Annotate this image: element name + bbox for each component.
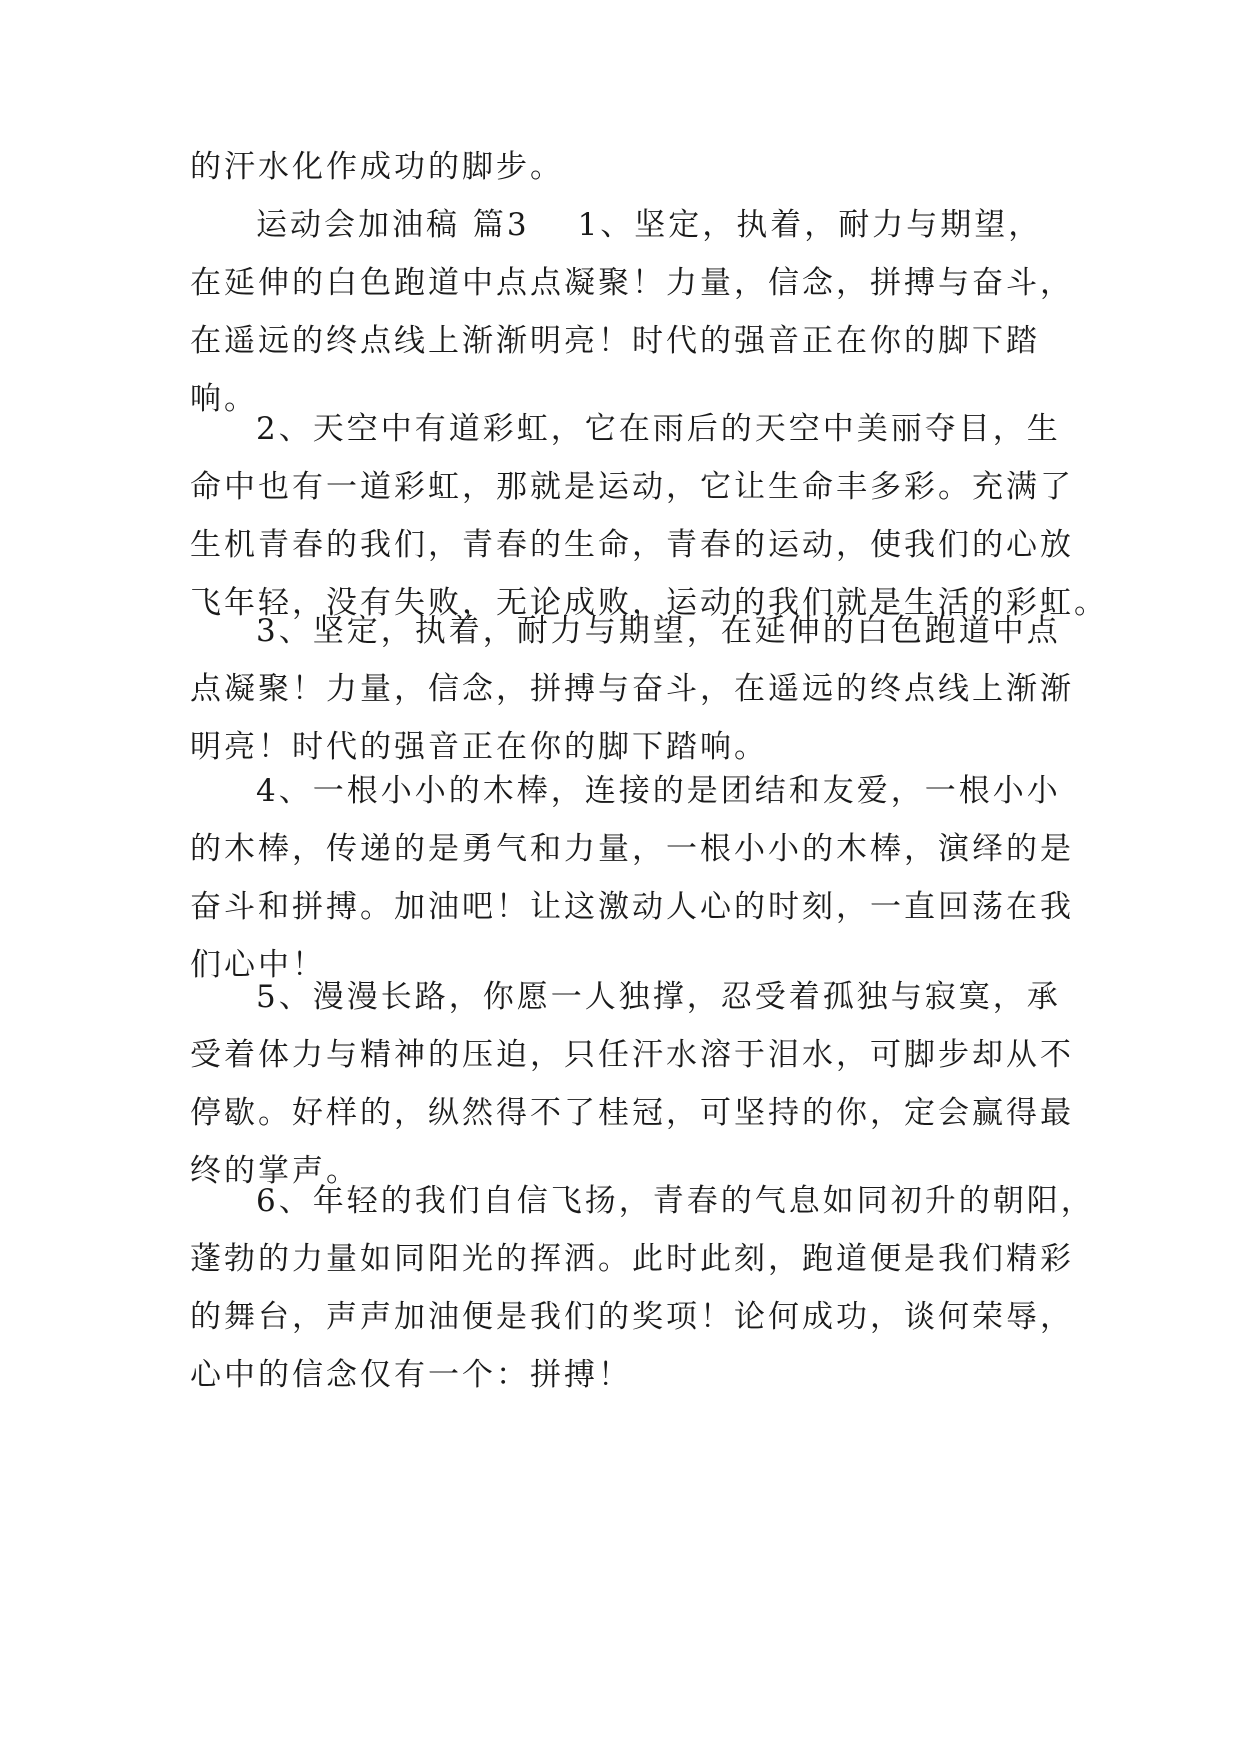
text-line: 5、漫漫长路，你愿一人独撑，忍受着孤独与寂寞，承 [256,979,1061,1015]
text-line: 受着体力与精神的压迫，只任汗水溶于泪水，可脚步却从不 [190,1037,1074,1073]
text-line: 奋斗和拼搏。加油吧！让这激动人心的时刻，一直回荡在我 [190,889,1074,925]
text-line: 在遥远的终点线上渐渐明亮！时代的强音正在你的脚下踏 [190,323,1040,359]
text-line: 2、天空中有道彩虹，它在雨后的天空中美丽夺目，生 [256,411,1061,447]
paragraph-item-1 [190,196,1074,428]
paragraph-item-6 [190,1172,1095,1404]
text-line: 明亮！时代的强音正在你的脚下踏响。 [190,729,768,765]
text-line: 生机青春的我们，青春的生命，青春的运动，使我们的心放 [190,527,1074,563]
text-line: 心中的信念仅有一个：拼搏！ [190,1357,632,1393]
text-line: 的舞台，声声加油便是我们的奖项！论何成功，谈何荣辱， [190,1299,1074,1335]
text-line: 飞年轻，没有失败，无论成败，运动的我们就是生活的彩虹。 [190,585,1108,621]
paragraph-item-3 [190,602,1074,776]
text-line: 停歇。好样的，纵然得不了桂冠，可坚持的你，定会赢得最 [190,1095,1074,1131]
text-line: 命中也有一道彩虹，那就是运动，它让生命丰多彩。充满了 [190,469,1074,505]
text-line: 们心中！ [190,947,326,983]
text-line: 在延伸的白色跑道中点点凝聚！力量，信念，拼搏与奋斗， [190,265,1074,301]
text-line: 点凝聚！力量，信念，拼搏与奋斗，在遥远的终点线上渐渐 [190,671,1074,707]
text-line: 响。 [190,381,258,417]
text-line: 6、年轻的我们自信飞扬，青春的气息如同初升的朝阳， [256,1183,1095,1219]
text-line: 3、坚定，执着，耐力与期望，在延伸的白色跑道中点 [256,613,1061,649]
paragraph-continuation [190,138,1070,196]
text-line: 终的掌声。 [190,1153,360,1189]
section-title: 运动会加油稿 篇3 [256,207,530,243]
paragraph-item-2 [190,400,1108,632]
paragraph-item-4 [190,762,1074,994]
section-heading-line [190,196,1070,254]
text-line: 的汗水化作成功的脚步。 [190,149,564,185]
item-1-start: 1、坚定，执着，耐力与期望， [577,207,1043,243]
text-line: 的木棒，传递的是勇气和力量，一根小小的木棒，演绎的是 [190,831,1074,867]
text-line: 蓬勃的力量如同阳光的挥洒。此时此刻，跑道便是我们精彩 [190,1241,1074,1277]
paragraph-item-5 [190,968,1074,1200]
text-line: 4、一根小小的木棒，连接的是团结和友爱，一根小小 [256,773,1061,809]
